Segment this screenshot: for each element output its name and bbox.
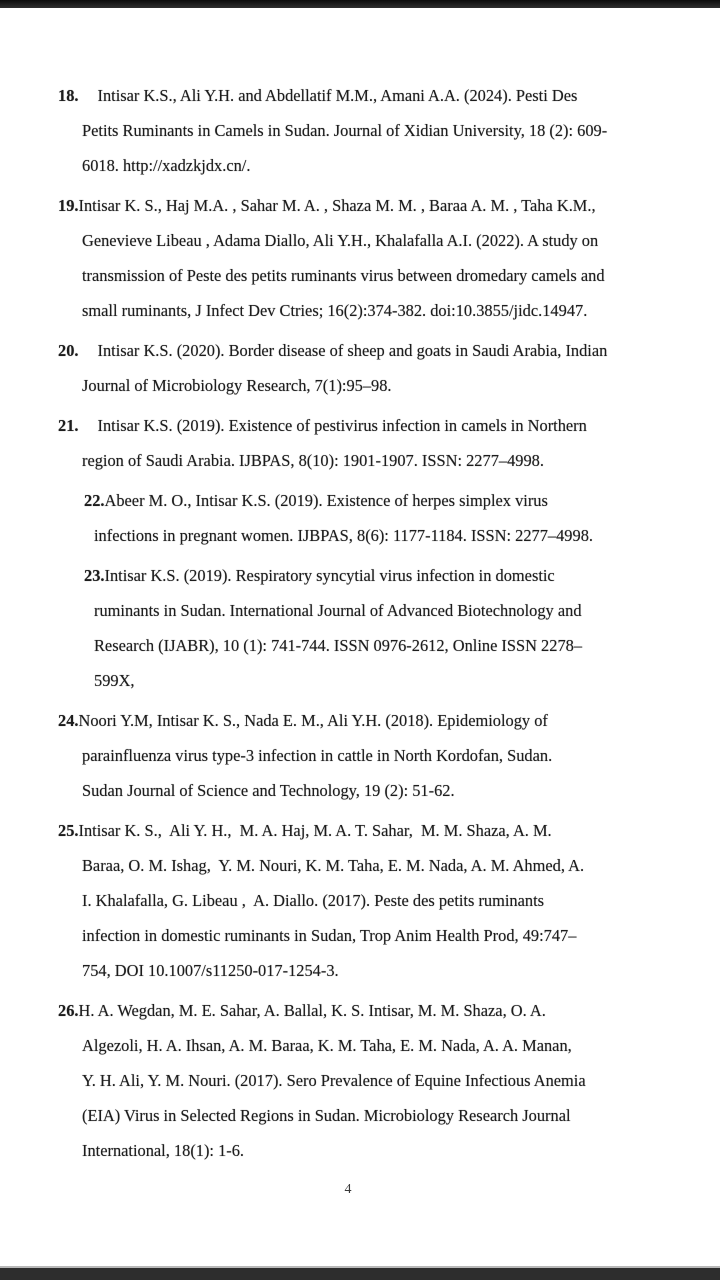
reference-line: Y. H. Ali, Y. M. Nouri. (2017). Sero Prevalence of Equine Infectious Anemia xyxy=(82,1071,586,1090)
reference-entry xyxy=(84,558,652,698)
reference-number: 24. xyxy=(58,711,79,730)
reference-line: Research (IJABR), 10 (1): 741-744. ISSN 0976-2612, Online ISSN 2278– xyxy=(94,636,583,655)
reference-line: parainfluenza virus type-3 infection in cattle in North Kordofan, Sudan. xyxy=(82,746,553,765)
reference-list xyxy=(58,78,652,1173)
reference-entry xyxy=(58,78,652,183)
reference-first-line xyxy=(58,78,652,113)
reference-line: Journal of Microbiology Research, 7(1):95–98. xyxy=(82,376,392,395)
reference-line: (EIA) Virus in Selected Regions in Sudan. Microbiology Research Journal xyxy=(82,1106,571,1125)
reference-number: 23. xyxy=(84,566,105,585)
reference-entry xyxy=(58,993,652,1168)
reference-entry xyxy=(58,188,652,328)
reference-text: Intisar K.S. (2020). Border disease of sheep and goats in Saudi Arabia, Indian xyxy=(97,341,608,360)
reference-number: 19. xyxy=(58,196,79,215)
reference-first-line xyxy=(58,993,652,1028)
reference-line: ruminants in Sudan. International Journal of Advanced Biotechnology and xyxy=(94,601,582,620)
reference-text: Noori Y.M, Intisar K. S., Nada E. M., Ali Y.H. (2018). Epidemiology of xyxy=(78,711,548,730)
reference-number: 20. xyxy=(58,341,79,360)
reference-text: Intisar K. S., Ali Y. H., M. A. Haj, M. A. T. Sahar, M. M. Shaza, A. M. xyxy=(78,821,552,840)
document-page xyxy=(0,8,720,1266)
reference-entry xyxy=(58,813,652,988)
reference-line: 754, DOI 10.1007/s11250-017-1254-3. xyxy=(82,961,339,980)
reference-line: Algezoli, H. A. Ihsan, A. M. Baraa, K. M. Taha, E. M. Nada, A. A. Manan, xyxy=(82,1036,572,1055)
bottom-letterbox-bar xyxy=(0,1266,720,1280)
reference-number: 26. xyxy=(58,1001,79,1020)
reference-first-line xyxy=(58,408,652,443)
reference-line: transmission of Peste des petits ruminants virus between dromedary camels and xyxy=(82,266,605,285)
reference-number: 25. xyxy=(58,821,79,840)
reference-line: International, 18(1): 1-6. xyxy=(82,1141,245,1160)
reference-text: Intisar K.S. (2019). Existence of pestivirus infection in camels in Northern xyxy=(97,416,587,435)
reference-entry xyxy=(58,703,652,808)
reference-line: Baraa, O. M. Ishag, Y. M. Nouri, K. M. Taha, E. M. Nada, A. M. Ahmed, A. xyxy=(82,856,585,875)
reference-text: Intisar K.S., Ali Y.H. and Abdellatif M.M., Amani A.A. (2024). Pesti Des xyxy=(97,86,578,105)
reference-line: Genevieve Libeau , Adama Diallo, Ali Y.H., Khalafalla A.I. (2022). A study on xyxy=(82,231,599,250)
reference-text: Abeer M. O., Intisar K.S. (2019). Existence of herpes simplex virus xyxy=(104,491,548,510)
reference-line: infection in domestic ruminants in Sudan, Trop Anim Health Prod, 49:747– xyxy=(82,926,577,945)
reference-text: Intisar K.S. (2019). Respiratory syncytial virus infection in domestic xyxy=(104,566,555,585)
reference-number: 21. xyxy=(58,416,79,435)
reference-line: 599X, xyxy=(94,671,135,690)
reference-line: I. Khalafalla, G. Libeau , A. Diallo. (2017). Peste des petits ruminants xyxy=(82,891,545,910)
reference-number: 18. xyxy=(58,86,79,105)
reference-line: 6018. http://xadzkjdx.cn/. xyxy=(82,156,251,175)
reference-line: Petits Ruminants in Camels in Sudan. Journal of Xidian University, 18 (2): 609- xyxy=(82,121,608,140)
reference-first-line xyxy=(58,333,652,368)
reference-line: Sudan Journal of Science and Technology, 19 (2): 51-62. xyxy=(82,781,455,800)
reference-line: infections in pregnant women. IJBPAS, 8(6): 1177-1184. ISSN: 2277–4998. xyxy=(94,526,593,545)
reference-line: small ruminants, J Infect Dev Ctries; 16(2):374-382. doi:10.3855/jidc.14947. xyxy=(82,301,588,320)
reference-text: H. A. Wegdan, M. E. Sahar, A. Ballal, K. S. Intisar, M. M. Shaza, O. A. xyxy=(78,1001,546,1020)
page-number: 4 xyxy=(344,1182,352,1197)
reference-first-line xyxy=(84,558,652,593)
reference-entry xyxy=(58,408,652,478)
reference-entry xyxy=(84,483,652,553)
reference-entry xyxy=(58,333,652,403)
reference-text: Intisar K. S., Haj M.A. , Sahar M. A. , Shaza M. M. , Baraa A. M. , Taha K.M., xyxy=(78,196,596,215)
reference-first-line xyxy=(58,703,652,738)
reference-first-line xyxy=(84,483,652,518)
reference-first-line xyxy=(58,188,652,223)
reference-number: 22. xyxy=(84,491,105,510)
top-letterbox-bar xyxy=(0,0,720,8)
reference-first-line xyxy=(58,813,652,848)
reference-line: region of Saudi Arabia. IJBPAS, 8(10): 1901-1907. ISSN: 2277–4998. xyxy=(82,451,544,470)
